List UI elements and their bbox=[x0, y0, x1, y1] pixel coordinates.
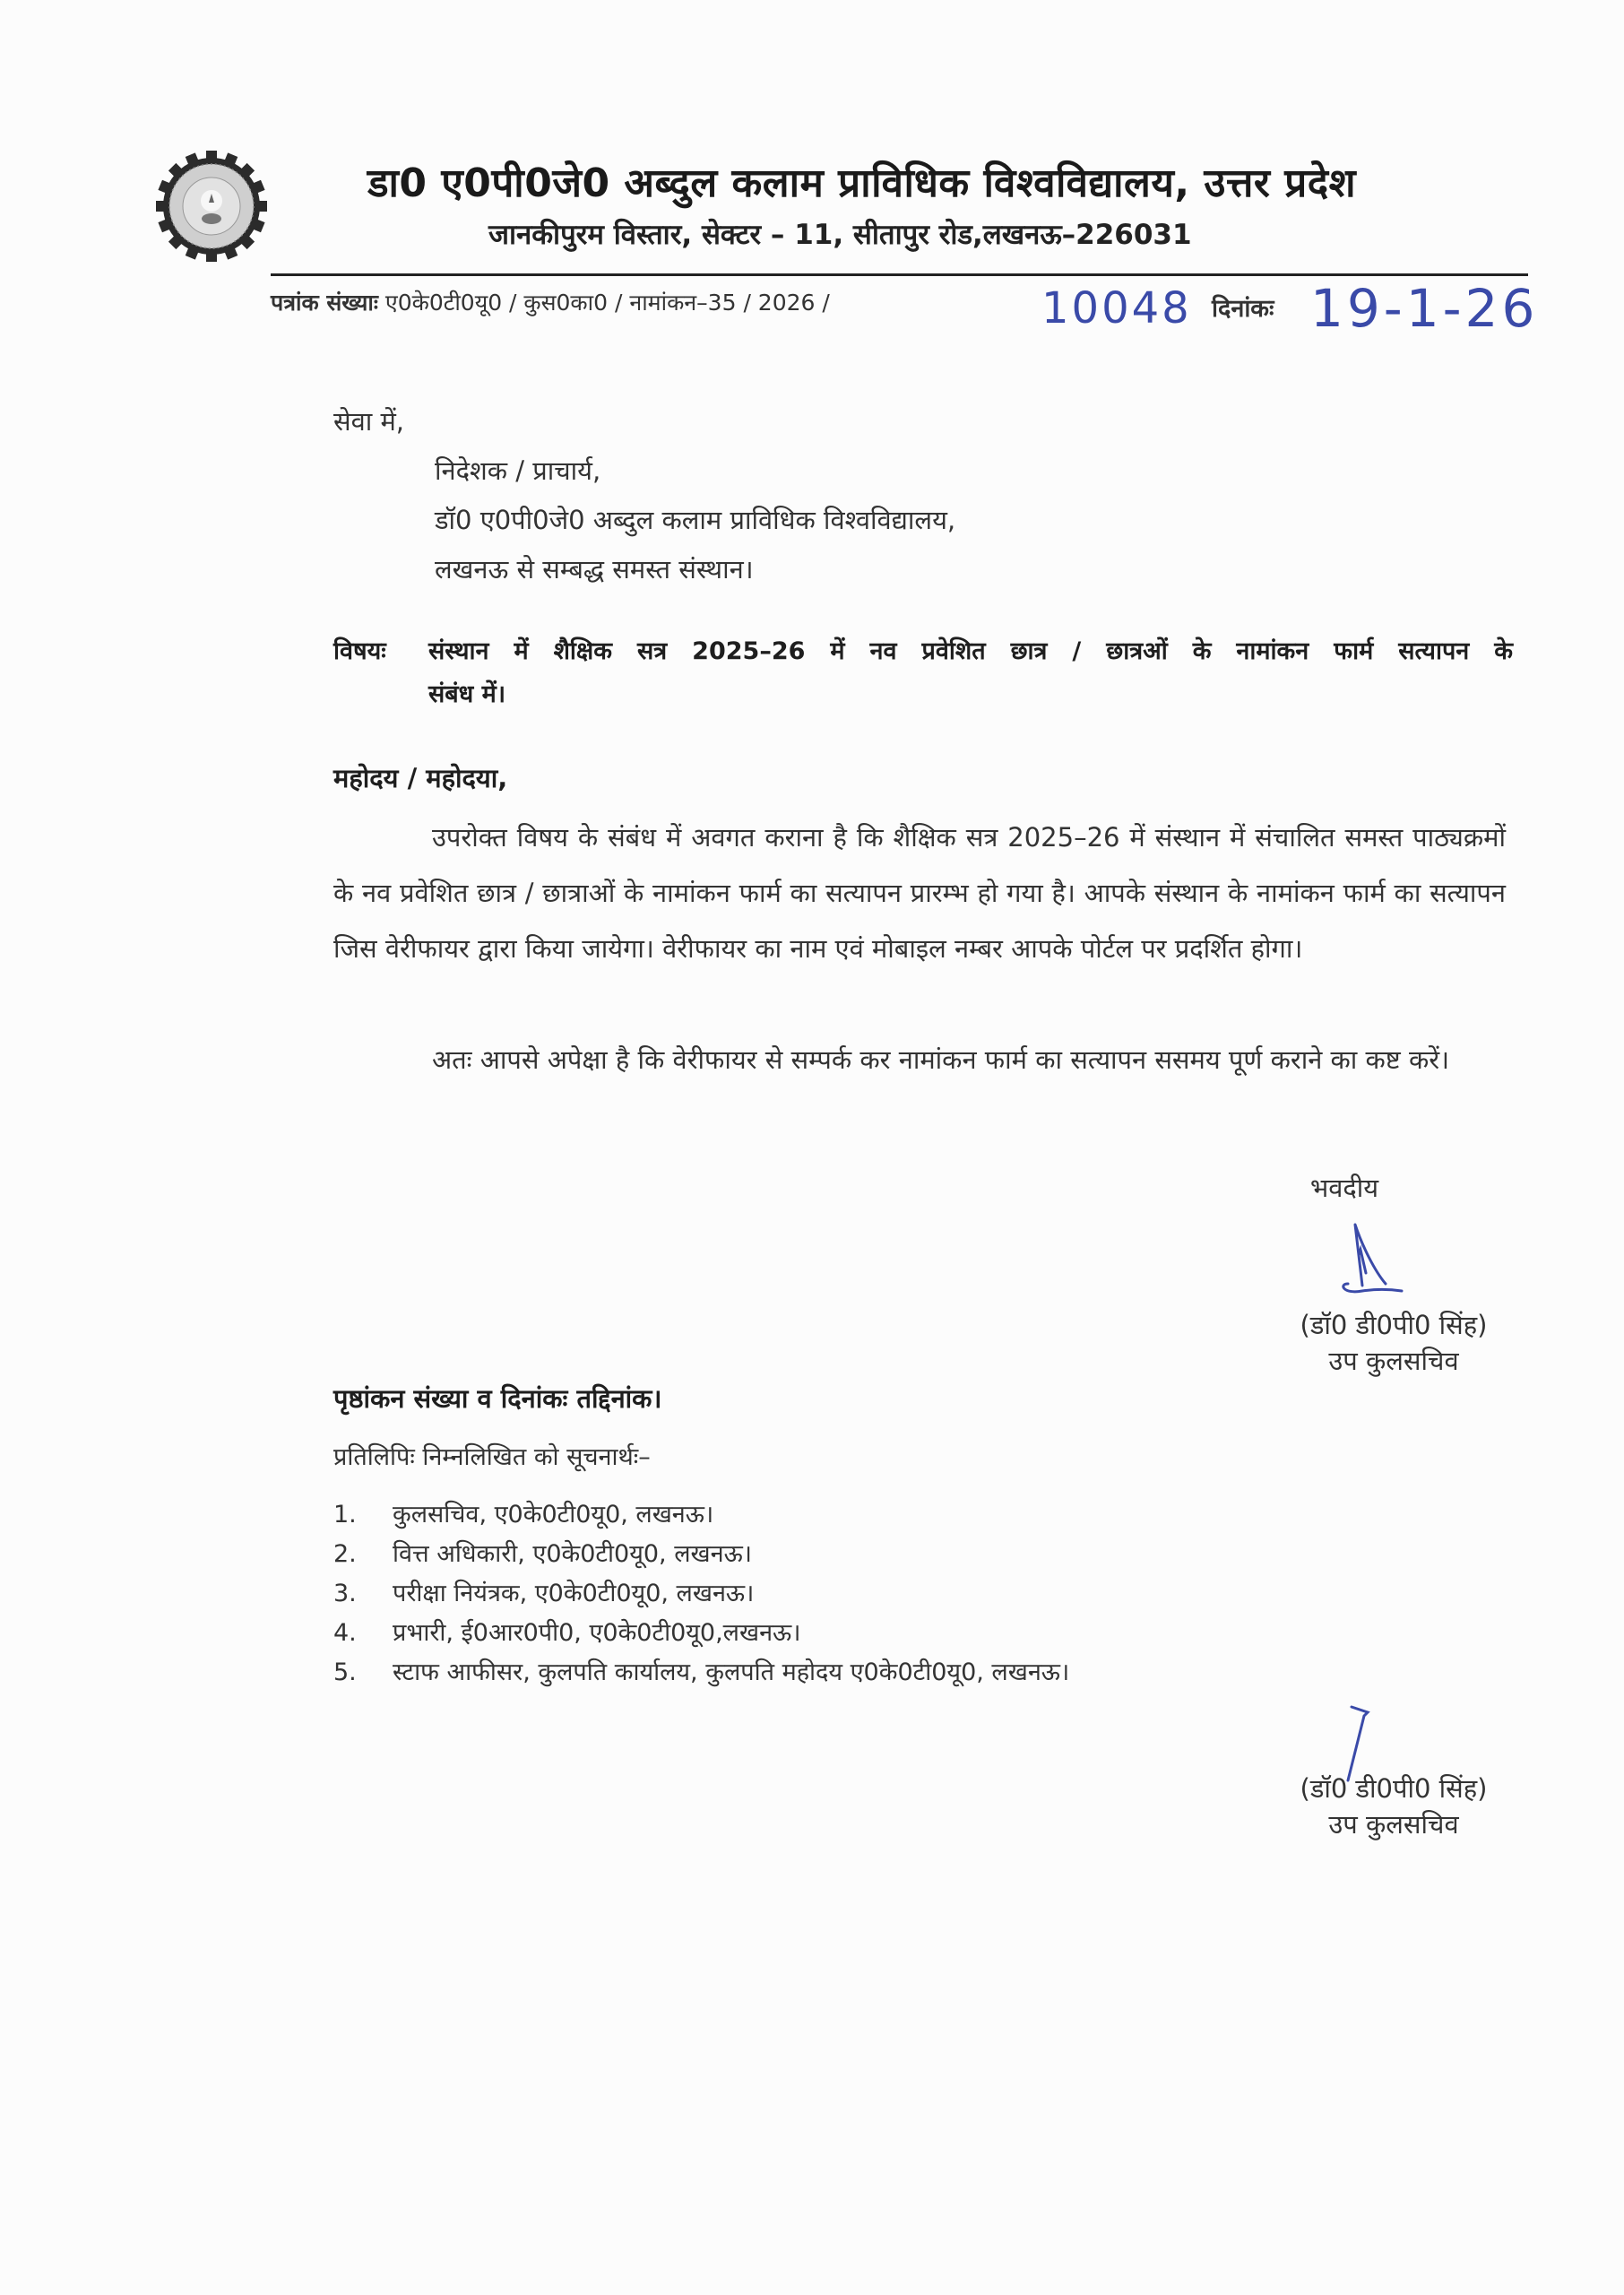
copy-list-item: 1. कुलसचिव, ए0के0टी0यू0, लखनऊ। bbox=[333, 1501, 714, 1529]
signatory-name-2: (डॉ0 डी0पी0 सिंह) bbox=[1300, 1773, 1488, 1804]
reference-label: पत्रांक संख्याः bbox=[271, 290, 378, 316]
subject-line-2: संबंध में। bbox=[428, 680, 506, 708]
reference-line bbox=[271, 287, 830, 317]
addressee-line-3: लखनऊ से सम्बद्ध समस्त संस्थान। bbox=[435, 554, 754, 585]
reference-number-printed: ए0के0टी0यू0 / कुस0का0 / नामांकन–35 / 2026 / bbox=[384, 290, 830, 316]
signatory-name: (डॉ0 डी0पी0 सिंह) bbox=[1300, 1310, 1488, 1340]
addressee-line-2: डॉ0 ए0पी0जे0 अब्दुल कलाम प्राविधिक विश्वविद्यालय, bbox=[435, 505, 956, 535]
signatory-designation-2: उप कुलसचिव bbox=[1328, 1809, 1459, 1840]
closing-text: भवदीय bbox=[1309, 1173, 1379, 1203]
header-divider bbox=[271, 273, 1528, 276]
endorsement-heading: पृष्ठांकन संख्या व दिनांकः तद्दिनांक। bbox=[333, 1383, 662, 1414]
copy-intro: प्रतिलिपिः निम्नलिखित को सूचनार्थः– bbox=[333, 1443, 651, 1471]
to-label: सेवा में, bbox=[333, 406, 405, 437]
date-label: दिनांकः bbox=[1212, 295, 1274, 323]
body-paragraph-1: उपरोक्त विषय के संबंध में अवगत कराना है कि शैक्षिक सत्र 2025–26 में संस्थान में संचालित समस्त पाठ्यक्रमों के नव प्रवेशित छात्र / छात्राओं के नामांकन फार्म का सत्यापन प्रारम्भ हो गया है। आपके संस्थान के नामांकन फार्म का सत्यापन जिस वेरीफायर द्वारा किया जायेगा। वेरीफायर का नाम एवं मोबाइल नम्बर आपके पोर्टल पर प्रदर्शित होगा। bbox=[333, 822, 1506, 964]
copy-list-item: 3. परीक्षा नियंत्रक, ए0के0टी0यू0, लखनऊ। bbox=[333, 1580, 755, 1607]
copy-list-item: 4. प्रभारी, ई0आर0पी0, ए0के0टी0यू0,लखनऊ। bbox=[333, 1619, 801, 1647]
reference-number-handwritten: 10048 bbox=[1041, 283, 1192, 333]
salutation: महोदय / महोदया, bbox=[333, 763, 508, 793]
university-logo bbox=[154, 149, 269, 264]
signature-1-icon bbox=[1335, 1219, 1416, 1300]
date-handwritten: 19-1-26 bbox=[1310, 278, 1539, 339]
addressee-line-1: निदेशक / प्राचार्य, bbox=[435, 455, 601, 486]
signatory-designation: उप कुलसचिव bbox=[1328, 1346, 1459, 1376]
copy-list-item: 2. वित्त अधिकारी, ए0के0टी0यू0, लखनऊ। bbox=[333, 1540, 753, 1568]
copy-list-item: 5. स्टाफ आफीसर, कुलपति कार्यालय, कुलपति महोदय ए0के0टी0यू0, लखनऊ। bbox=[333, 1658, 1070, 1686]
university-address: जानकीपुरम विस्तार, सेक्टर – 11, सीतापुर रोड,लखनऊ–226031 bbox=[488, 219, 1192, 251]
subject-line-1: संस्थान में शैक्षिक सत्र 2025–26 में नव प्रवेशित छात्र / छात्रओं के नामांकन फार्म सत्यापन के bbox=[428, 637, 1513, 665]
subject-label: विषयः bbox=[333, 637, 386, 665]
gear-seal-icon bbox=[154, 149, 269, 264]
university-name: डा0 ए0पी0जे0 अब्दुल कलाम प्राविधिक विश्वविद्यालय, उत्तर प्रदेश bbox=[367, 160, 1357, 206]
body-paragraph-2: अतः आपसे अपेक्षा है कि वेरीफायर से सम्पर्क कर नामांकन फार्म का सत्यापन ससमय पूर्ण कराने का कष्ट करें। bbox=[432, 1044, 1450, 1075]
copy-list bbox=[333, 1495, 1069, 1693]
